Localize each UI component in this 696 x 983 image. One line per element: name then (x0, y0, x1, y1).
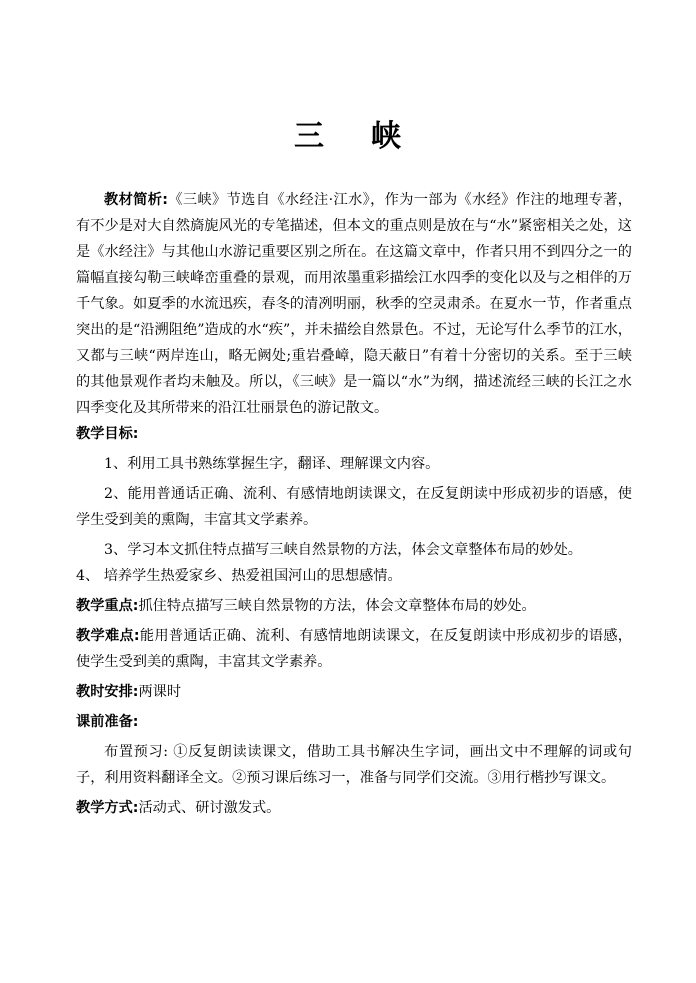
document-body (76, 187, 632, 821)
method-text: 活动式、研讨激发式。 (138, 800, 281, 816)
goal-item-4-number: 4、 (76, 568, 100, 584)
goal-item-1: 1、利用工具书熟练掌握生字，翻译、理解课文内容。 (104, 456, 440, 472)
schedule-paragraph (76, 679, 632, 705)
difficulties-heading: 教学难点: (76, 628, 140, 644)
goal-item-4: 培养学生热爱家乡、热爱祖国河山的思想感情。 (103, 568, 402, 584)
intro-paragraph (76, 187, 632, 421)
intro-heading: 教材简析: (104, 192, 168, 208)
page-title (0, 117, 696, 157)
prep-heading: 课前准备: (76, 714, 139, 730)
difficulties-paragraph (76, 623, 632, 675)
title-char-1: 三 (294, 119, 325, 154)
key-points-heading: 教学重点: (76, 598, 139, 614)
difficulties-text: 能用普通话正确、流利、有感情地朗读课文，在反复朗读中形成初步的语感，使学生受到美的熏陶，丰富其文学素养。 (76, 628, 632, 670)
method-paragraph (76, 795, 632, 821)
goals-heading-line (76, 421, 632, 447)
prep-heading-line (76, 709, 632, 735)
method-heading: 教学方式: (76, 800, 139, 816)
schedule-heading: 教时安排: (76, 684, 139, 700)
goal-item-3-4 (76, 537, 632, 589)
title-char-2: 峡 (371, 119, 402, 154)
key-points-paragraph (76, 593, 632, 619)
goal-item-2: 2、能用普通话正确、流利、有感情地朗读课文，在反复朗读中形成初步的语感，使学生受到美的熏陶，丰富其文学素养。 (76, 486, 632, 528)
schedule-text: 两课时 (138, 684, 182, 700)
goal-item-3: 3、学习本文抓住特点描写三峡自然景物的方法，体会文章整体布局的妙处。 (104, 542, 582, 558)
goals-heading: 教学目标: (76, 426, 139, 442)
intro-text: 《三峡》节选自《水经注·江水》，作为一部为《水经》作注的地理专著，有不少是对大自然旖旎风光的专笔描述，但本文的重点则是放在与“水”紧密相关之处，这是《水经注》与其他山水游记重要区别之所在。在这篇文章中，作者只用不到四分之一的篇幅直接勾勒三峡峰峦重叠的景观，而用浓墨重彩描绘江水四季的变化以及与之相伴的万千气象。如夏季的水流迅疾，春冬的清冽明丽，秋季的空灵肃杀。在夏水一节，作者重点突出的是“沿溯阻绝”造成的水“疾”，并未描绘自然景色。不过，无论写什么季节的江水，又都与三峡“两岸连山，略无阙处;重岩叠嶂，隐天蔽日”有着十分密切的关系。至于三峡的其他景观作者均未触及。所以，《三峡》是一篇以“水”为纲，描述流经三峡的长江之水四季变化及其所带来的沿江壮丽景色的游记散文。 (76, 192, 632, 416)
prep-text: 布置预习: ①反复朗读读课文，借助工具书解决生字词，画出文中不理解的词或句子，利用资料翻译全文。②预习课后练习一，准备与同学们交流。③用行楷抄写课文。 (76, 744, 632, 786)
key-points-text: 抓住特点描写三峡自然景物的方法，体会文章整体布局的妙处。 (138, 598, 536, 614)
